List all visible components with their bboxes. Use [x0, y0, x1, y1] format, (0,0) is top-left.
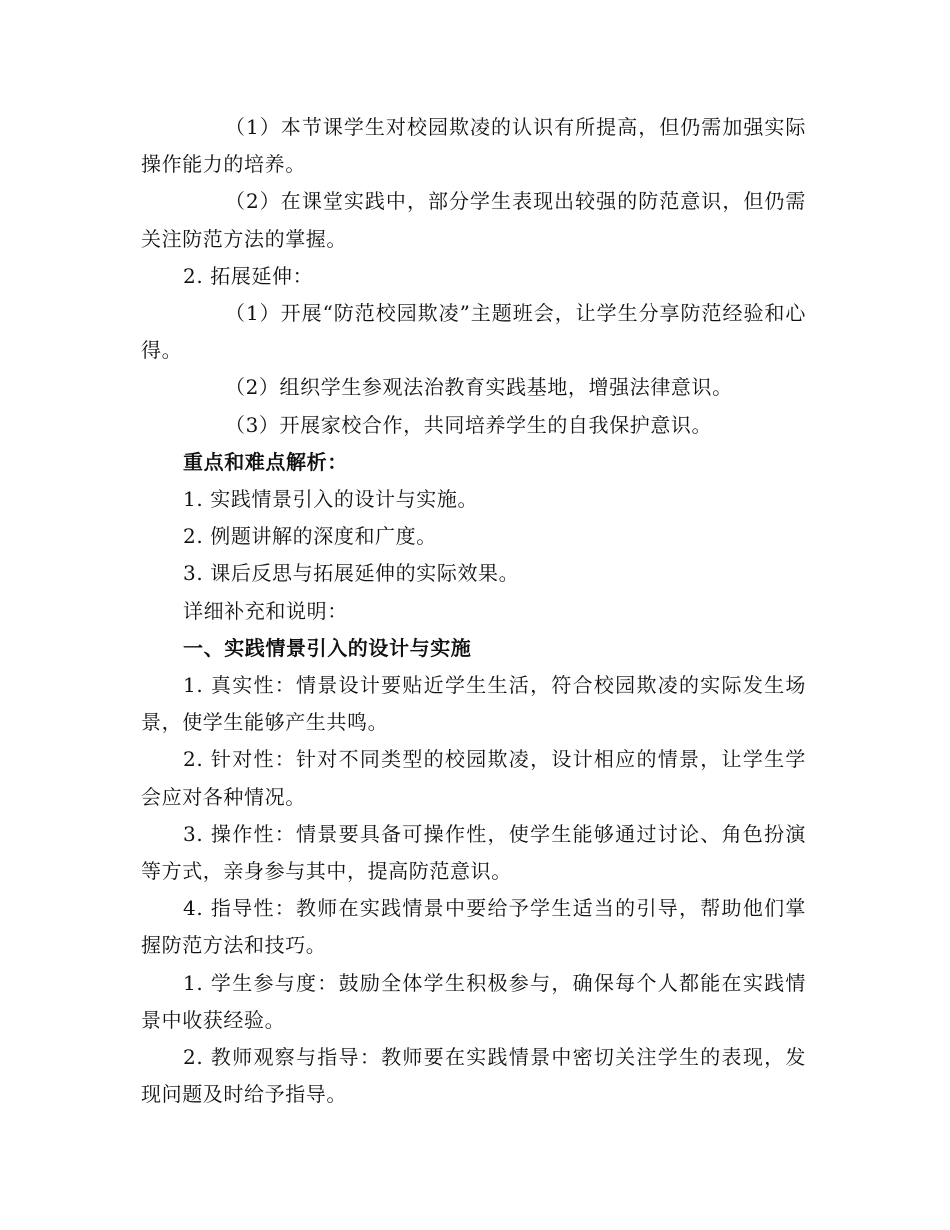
paragraph-extension-1: （1）开展“防范校园欺凌”主题班会，让学生分享防范经验和心得。 [141, 301, 806, 363]
detail-guidance: 4. 指导性：教师在实践情景中要给予学生适当的引导，帮助他们掌握防范方法和技巧。 [141, 896, 806, 958]
paragraph-extension-3: （3）开展家校合作，共同培养学生的自我保护意识。 [225, 412, 713, 437]
paragraph-extension-2: （2）组织学生参观法治教育实践基地，增强法律意识。 [225, 375, 733, 400]
key-point-3: 3. 课后反思与拓展延伸的实际效果。 [183, 561, 520, 586]
detail-teacher-observation: 2. 教师观察与指导：教师要在实践情景中密切关注学生的表现，发现问题及时给予指导。 [141, 1045, 806, 1107]
key-point-2: 2. 例题讲解的深度和广度。 [183, 524, 437, 549]
paragraph-reflection-2: （2）在课堂实践中，部分学生表现出较强的防范意识，但仍需关注防范方法的掌握。 [141, 189, 806, 251]
key-point-1: 1. 实践情景引入的设计与实施。 [183, 487, 479, 512]
detail-operability: 3. 操作性：情景要具备可操作性，使学生能够通过讨论、角色扮演等方式，亲身参与其中，提高防范意识。 [141, 821, 806, 884]
heading-extension: 2. 拓展延伸： [183, 263, 314, 288]
paragraph-reflection-1: （1）本节课学生对校园欺凌的认识有所提高，但仍需加强实际操作能力的培养。 [141, 115, 806, 177]
section-heading-1: 一、实践情景引入的设计与实施 [183, 635, 472, 660]
heading-details: 详细补充和说明： [183, 598, 348, 623]
heading-key-points: 重点和难点解析： [183, 449, 348, 474]
detail-participation: 1. 学生参与度：鼓励全体学生积极参与，确保每个人都能在实践情景中收获经验。 [141, 970, 806, 1032]
detail-pertinence: 2. 针对性：针对不同类型的校园欺凌，设计相应的情景，让学生学会应对各种情况。 [141, 747, 806, 809]
detail-authenticity: 1. 真实性：情景设计要贴近学生生活，符合校园欺凌的实际发生场景，使学生能够产生共鸣。 [141, 673, 806, 735]
document-body [141, 109, 806, 1113]
